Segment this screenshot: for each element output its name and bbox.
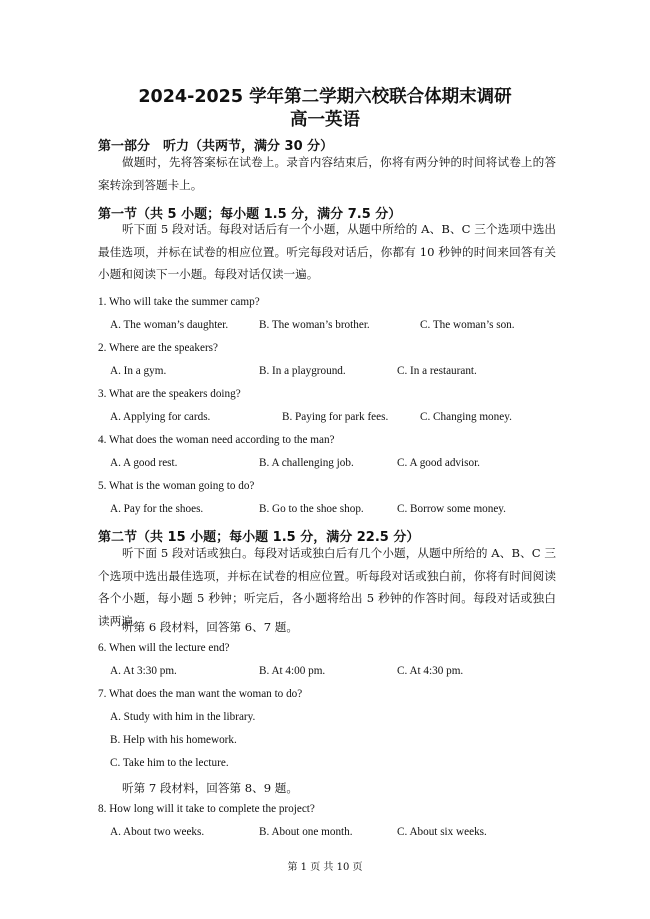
q4-option-a: A. A good rest. [110,457,178,469]
page-title: 2024-2025 学年第二学期六校联合体期末调研 [138,87,512,107]
question-5: 5. What is the woman going to do? [98,480,255,492]
q7-option-b: B. Help with his homework. [110,734,237,746]
q1-option-b: B. The woman’s brother. [259,319,370,331]
question-1: 1. Who will take the summer camp? [98,296,260,308]
q5-option-c: C. Borrow some money. [397,503,506,515]
q3-option-a: A. Applying for cards. [110,411,211,423]
section2-note-6: 听第 6 段材料，回答第 6、7 题。 [122,620,298,634]
q5-option-b: B. Go to the shoe shop. [259,503,364,515]
q3-option-b: B. Paying for park fees. [282,411,389,423]
q3-option-c: C. Changing money. [420,411,512,423]
q6-option-c: C. At 4:30 pm. [397,665,464,677]
q1-option-c: C. The woman’s son. [420,319,515,331]
section2-intro: 听下面 5 段对话或独白。每段对话或独白后有几个小题，从题中所给的 A、B、C 三个选项中选出最佳选项，并标在试卷的相应位置。听每段对话或独白前，你将有时间阅读各个小题，每小题 5 秒钟；听完后，各小题将给出 5 秒钟的作答时间。每段对话或独白读两遍。 [98,546,556,628]
q2-option-b: B. In a playground. [259,365,346,377]
section1-intro: 听下面 5 段对话。每段对话后有一个小题，从题中所给的 A、B、C 三个选项中选出最佳选项，并标在试卷的相应位置。听完每段对话后，你都有 10 秒钟的时间来回答有关小题和阅读下一小题。每段对话仅读一遍。 [98,222,556,281]
part1-intro: 做题时，先将答案标在试卷上。录音内容结束后，你将有两分钟的时间将试卷上的答案转涂到答题卡上。 [98,155,556,192]
part1-heading: 第一部分 听力（共两节，满分 30 分） [98,139,334,154]
question-3: 3. What are the speakers doing? [98,388,241,400]
q6-option-a: A. At 3:30 pm. [110,665,177,677]
question-2: 2. Where are the speakers? [98,342,218,354]
q7-option-a: A. Study with him in the library. [110,711,256,723]
section1-heading: 第一节（共 5 小题；每小题 1.5 分，满分 7.5 分） [98,207,402,222]
question-4: 4. What does the woman need according to the man? [98,434,335,446]
page-subtitle: 高一英语 [290,110,360,130]
section2-heading: 第二节（共 15 小题；每小题 1.5 分，满分 22.5 分） [98,530,420,545]
q5-option-a: A. Pay for the shoes. [110,503,204,515]
q8-option-b: B. About one month. [259,826,353,838]
question-6: 6. When will the lecture end? [98,642,230,654]
q4-option-b: B. A challenging job. [259,457,354,469]
q2-option-a: A. In a gym. [110,365,167,377]
q7-option-c: C. Take him to the lecture. [110,757,229,769]
question-8: 8. How long will it take to complete the project? [98,803,315,815]
question-7: 7. What does the man want the woman to do? [98,688,303,700]
q8-option-c: C. About six weeks. [397,826,487,838]
q2-option-c: C. In a restaurant. [397,365,477,377]
q8-option-a: A. About two weeks. [110,826,205,838]
section2-note-7: 听第 7 段材料，回答第 8、9 题。 [122,781,298,795]
q1-option-a: A. The woman’s daughter. [110,319,229,331]
q6-option-b: B. At 4:00 pm. [259,665,326,677]
q4-option-c: C. A good advisor. [397,457,480,469]
page-footer: 第 1 页 共 10 页 [287,862,363,873]
